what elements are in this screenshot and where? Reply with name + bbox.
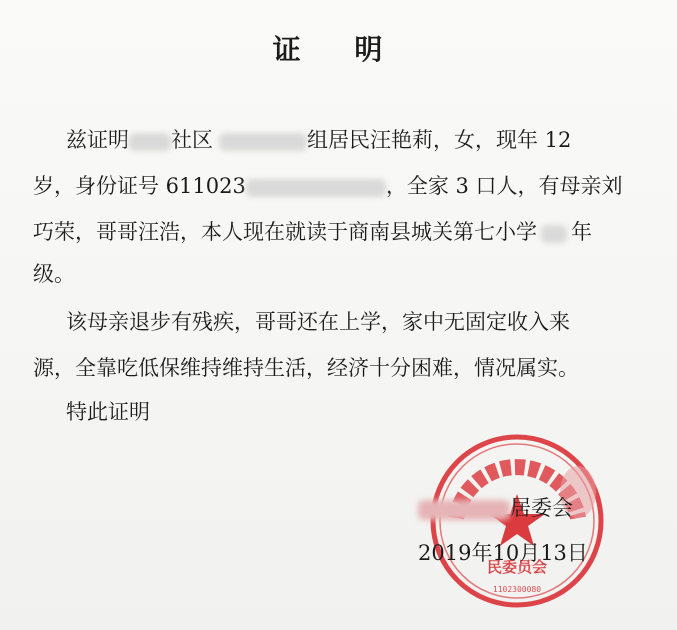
date-day: 13 xyxy=(540,541,567,565)
date-month: 10 xyxy=(492,541,520,565)
redacted-block xyxy=(246,179,386,197)
body-line-3 xyxy=(33,216,592,246)
body-text: 年 xyxy=(571,220,592,244)
redacted-block xyxy=(541,225,567,243)
date-year: 2019 xyxy=(418,541,472,565)
body-line-7: 特此证明 xyxy=(66,400,150,424)
signature-date xyxy=(418,537,588,567)
body-text: 兹证明 xyxy=(66,128,129,152)
signature-org xyxy=(418,492,573,522)
redacted-block xyxy=(418,500,510,520)
date-month-unit: 月 xyxy=(519,541,541,565)
body-line-1 xyxy=(66,124,571,154)
body-line-2 xyxy=(33,170,623,200)
document-title: 证 明 xyxy=(272,33,405,66)
body-text: 社区 xyxy=(171,128,213,152)
stamp-lower-text: 民委员会 xyxy=(486,558,548,576)
redacted-block xyxy=(129,133,171,151)
body-text: 巧荣，哥哥汪浩，本人现在就读于商南县城关第七小学 xyxy=(33,220,537,244)
body-text: 岁，身份证号 611023 xyxy=(33,174,246,198)
body-line-4: 级。 xyxy=(33,262,75,286)
date-year-unit: 年 xyxy=(471,541,493,565)
redacted-block xyxy=(219,133,307,151)
stamp-number: 1102300080 xyxy=(492,585,542,594)
body-line-6: 源，全靠吃低保维持维持生活，经济十分困难，情况属实。 xyxy=(33,356,579,380)
date-day-unit: 日 xyxy=(566,541,588,565)
body-text: 组居民汪艳莉，女，现年 12 xyxy=(307,128,572,152)
body-line-5: 该母亲退步有残疾，哥哥还在上学，家中无固定收入来 xyxy=(66,310,570,334)
signature-org-suffix: 居委会 xyxy=(510,496,573,520)
body-text: ，全家 3 口人，有母亲刘 xyxy=(385,174,623,198)
